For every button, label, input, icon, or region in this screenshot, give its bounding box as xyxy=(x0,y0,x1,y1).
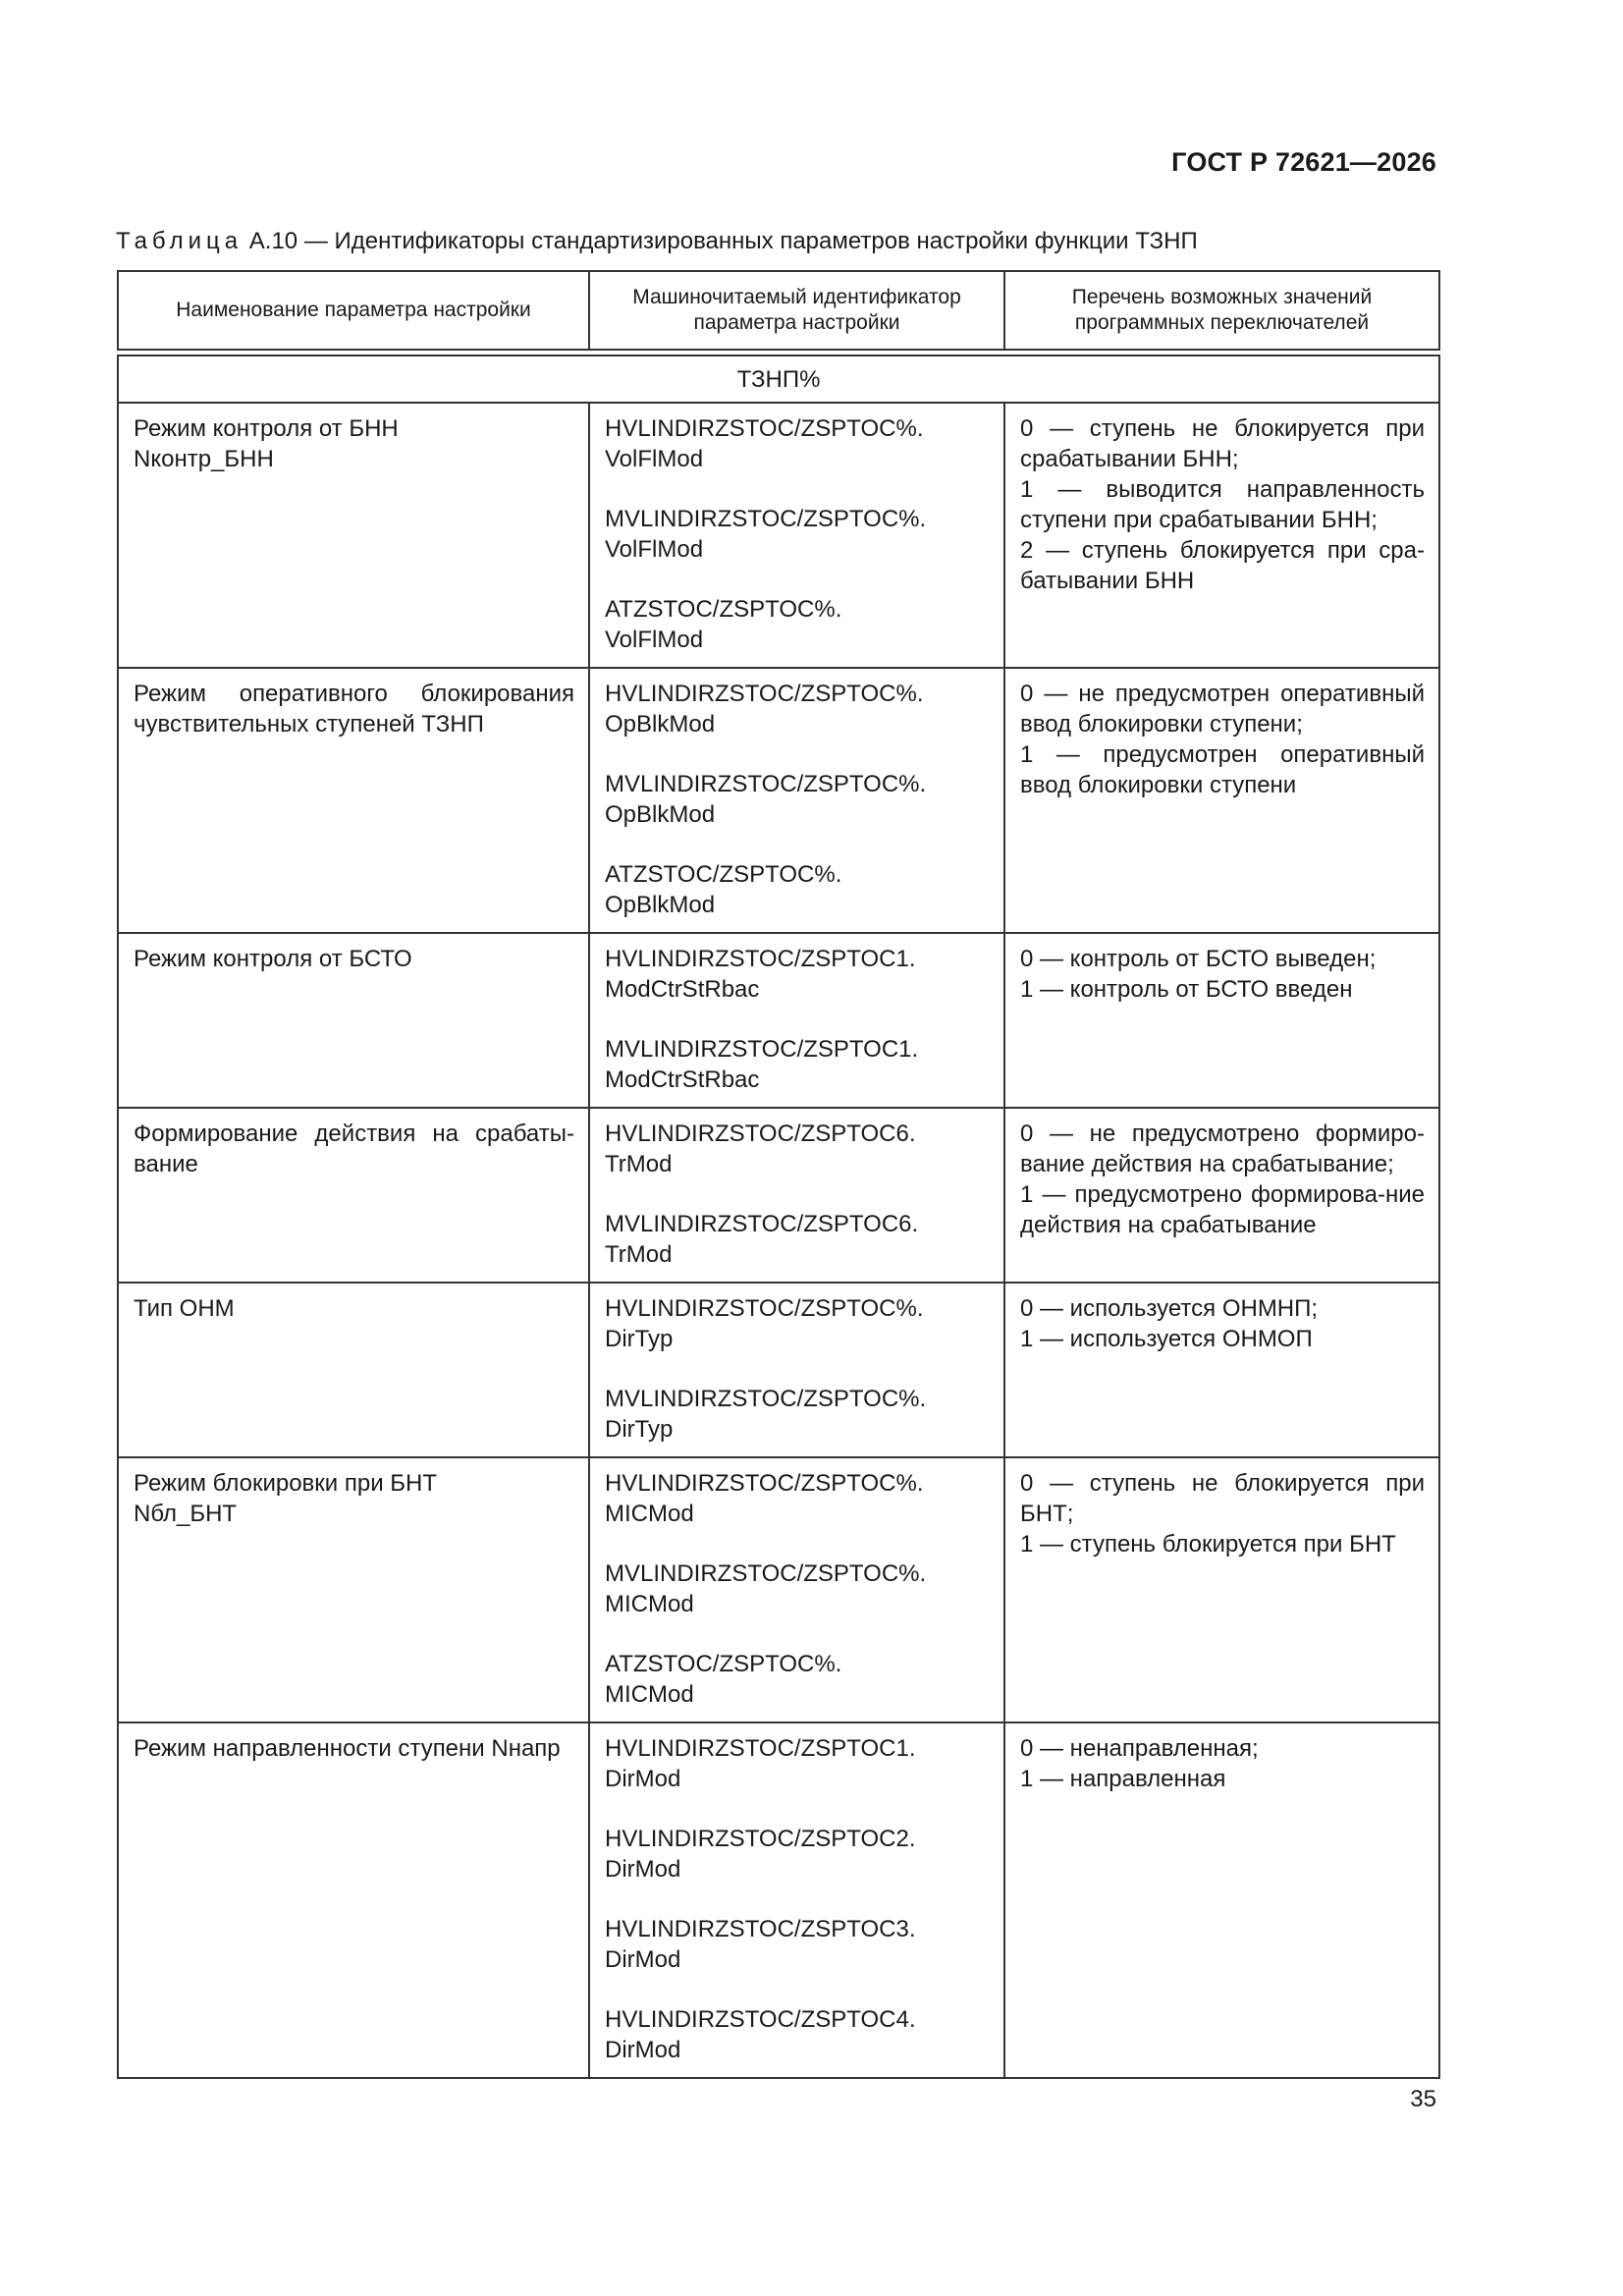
identifier-attribute: DirMod xyxy=(605,1946,681,1973)
identifier-block xyxy=(605,1119,990,1179)
table-row xyxy=(118,1283,1439,1457)
table-row xyxy=(118,1457,1439,1722)
identifier-block xyxy=(605,594,990,655)
identifier-attribute: MICMod xyxy=(605,1591,694,1617)
table-row xyxy=(118,668,1439,933)
identifier-attribute: DirMod xyxy=(605,2037,681,2063)
identifier-attribute: DirMod xyxy=(605,1856,681,1883)
parameter-name-cell xyxy=(118,933,589,1108)
section-row xyxy=(118,355,1439,403)
parameter-name: Режим блокировки при БНТ xyxy=(134,1470,438,1497)
table-row xyxy=(118,1108,1439,1283)
identifier-path: HVLINDIRZSTOC/ZSPTOC6. xyxy=(605,1121,916,1147)
values-cell xyxy=(1004,668,1439,933)
table-caption-text: А.10 — Идентификаторы стандартизированных параметров настройки функции ТЗНП xyxy=(243,228,1198,254)
identifier-block xyxy=(605,1558,990,1619)
identifier-attribute: MICMod xyxy=(605,1501,694,1527)
identifier-cell xyxy=(589,403,1004,668)
identifier-block xyxy=(605,413,990,474)
identifier-path: HVLINDIRZSTOC/ZSPTOC%. xyxy=(605,681,924,707)
column-header-identifier: Машиночитаемый идентификатор параметра настройки xyxy=(589,271,1004,350)
column-header-name: Наименование параметра настройки xyxy=(118,271,589,350)
column-header-values: Перечень возможных значений программных переключателей xyxy=(1004,271,1439,350)
switch-value: 1 — предусмотрено формирова-ние действия на срабатывание xyxy=(1020,1181,1425,1238)
parameter-name: Nконтр_БНН xyxy=(134,446,274,472)
table-caption-label: Таблица xyxy=(116,228,243,254)
identifier-block xyxy=(605,679,990,739)
identifier-path: HVLINDIRZSTOC/ZSPTOC1. xyxy=(605,946,916,972)
parameter-name-cell xyxy=(118,1722,589,2078)
identifier-path: HVLINDIRZSTOC/ZSPTOC2. xyxy=(605,1826,916,1852)
identifier-attribute: DirTyp xyxy=(605,1416,674,1443)
identifier-path: HVLINDIRZSTOC/ZSPTOC4. xyxy=(605,2006,916,2033)
identifier-block xyxy=(605,2004,990,2065)
identifier-path: MVLINDIRZSTOC/ZSPTOC6. xyxy=(605,1211,919,1237)
parameter-name-cell xyxy=(118,668,589,933)
switch-value: 1 — используется ОНМОП xyxy=(1020,1326,1313,1352)
table-row xyxy=(118,403,1439,668)
identifier-path: ATZSTOC/ZSPTOC%. xyxy=(605,596,842,623)
switch-value: 1 — выводится направленность ступени при срабатывании БНН; xyxy=(1020,476,1425,533)
parameter-name: Режим контроля от БНН xyxy=(134,415,399,442)
switch-value: 0 — контроль от БСТО выведен; xyxy=(1020,946,1377,972)
identifier-attribute: OpBlkMod xyxy=(605,711,716,738)
table-header-row xyxy=(118,271,1439,350)
document-code: ГОСТ Р 72621—2026 xyxy=(1171,147,1436,177)
identifier-block xyxy=(605,1384,990,1445)
parameter-name: Формирование действия на срабаты-вание xyxy=(134,1121,574,1177)
identifier-block xyxy=(605,769,990,830)
parameter-name: Режим контроля от БСТО xyxy=(134,946,412,972)
identifier-attribute: OpBlkMod xyxy=(605,801,716,828)
identifier-attribute: DirTyp xyxy=(605,1326,674,1352)
identifier-cell xyxy=(589,933,1004,1108)
parameter-name-cell xyxy=(118,1108,589,1283)
values-cell xyxy=(1004,1283,1439,1457)
values-cell xyxy=(1004,1108,1439,1283)
identifier-attribute: VolFlMod xyxy=(605,627,704,653)
identifier-attribute: TrMod xyxy=(605,1151,673,1177)
identifier-cell xyxy=(589,1457,1004,1722)
identifier-path: MVLINDIRZSTOC/ZSPTOC1. xyxy=(605,1036,919,1063)
switch-value: 1 — предусмотрен оперативный ввод блокировки ступени xyxy=(1020,741,1425,798)
switch-value: 0 — не предусмотрено формиро-вание действия на срабатывание; xyxy=(1020,1121,1425,1177)
values-cell xyxy=(1004,1457,1439,1722)
switch-value: 1 — направленная xyxy=(1020,1766,1226,1792)
switch-value: 0 — ступень не блокируется при срабатывании БНН; xyxy=(1020,415,1425,472)
identifier-block xyxy=(605,1824,990,1885)
parameter-name-cell xyxy=(118,403,589,668)
identifier-block xyxy=(605,1914,990,1975)
identifier-attribute: ModCtrStRbac xyxy=(605,1066,760,1093)
identifier-block xyxy=(605,1209,990,1270)
table-row xyxy=(118,1722,1439,2078)
switch-value: 0 — используется ОНМНП; xyxy=(1020,1295,1319,1322)
identifier-cell xyxy=(589,1283,1004,1457)
identifier-path: HVLINDIRZSTOC/ZSPTOC3. xyxy=(605,1916,916,1942)
identifier-cell xyxy=(589,668,1004,933)
identifier-block xyxy=(605,859,990,920)
parameter-name: Режим оперативного блокирования чувствительных ступеней ТЗНП xyxy=(134,681,574,738)
switch-value: 0 — ступень не блокируется при БНТ; xyxy=(1020,1470,1425,1527)
switch-value: 0 — не предусмотрен оперативный ввод блокировки ступени; xyxy=(1020,681,1425,738)
identifier-block xyxy=(605,1034,990,1095)
identifier-block xyxy=(605,1468,990,1529)
parameter-name: Режим направленности ступени Nнапр xyxy=(134,1735,561,1762)
parameter-name: Тип ОНМ xyxy=(134,1295,235,1322)
page-number: 35 xyxy=(1410,2086,1436,2112)
identifier-attribute: DirMod xyxy=(605,1766,681,1792)
parameter-name-cell xyxy=(118,1457,589,1722)
switch-value: 1 — контроль от БСТО введен xyxy=(1020,976,1353,1003)
values-cell xyxy=(1004,933,1439,1108)
identifier-path: MVLINDIRZSTOC/ZSPTOC%. xyxy=(605,506,927,532)
section-label: ТЗНП% xyxy=(118,355,1439,403)
identifier-attribute: VolFlMod xyxy=(605,536,704,563)
identifier-path: MVLINDIRZSTOC/ZSPTOC%. xyxy=(605,1386,927,1412)
identifier-path: ATZSTOC/ZSPTOC%. xyxy=(605,1651,842,1677)
identifier-block xyxy=(605,1649,990,1710)
switch-value: 0 — ненаправленная; xyxy=(1020,1735,1259,1762)
identifier-path: HVLINDIRZSTOC/ZSPTOC%. xyxy=(605,415,924,442)
identifier-cell xyxy=(589,1722,1004,2078)
identifier-path: ATZSTOC/ZSPTOC%. xyxy=(605,861,842,888)
identifier-block xyxy=(605,1733,990,1794)
identifier-attribute: MICMod xyxy=(605,1681,694,1708)
switch-value: 2 — ступень блокируется при сра-батывании БНН xyxy=(1020,537,1425,594)
identifier-path: HVLINDIRZSTOC/ZSPTOC%. xyxy=(605,1470,924,1497)
identifier-attribute: OpBlkMod xyxy=(605,892,716,918)
table-row xyxy=(118,933,1439,1108)
identifier-block xyxy=(605,504,990,565)
identifier-block xyxy=(605,944,990,1005)
parameter-name: Nбл_БНТ xyxy=(134,1501,238,1527)
switch-value: 1 — ступень блокируется при БНТ xyxy=(1020,1531,1396,1558)
values-cell xyxy=(1004,1722,1439,2078)
values-cell xyxy=(1004,403,1439,668)
parameters-table xyxy=(117,270,1440,2079)
identifier-block xyxy=(605,1293,990,1354)
identifier-path: MVLINDIRZSTOC/ZSPTOC%. xyxy=(605,1560,927,1587)
parameter-name-cell xyxy=(118,1283,589,1457)
identifier-attribute: VolFlMod xyxy=(605,446,704,472)
table-caption xyxy=(116,228,1198,255)
identifier-attribute: ModCtrStRbac xyxy=(605,976,760,1003)
identifier-attribute: TrMod xyxy=(605,1241,673,1268)
identifier-path: HVLINDIRZSTOC/ZSPTOC%. xyxy=(605,1295,924,1322)
identifier-cell xyxy=(589,1108,1004,1283)
identifier-path: HVLINDIRZSTOC/ZSPTOC1. xyxy=(605,1735,916,1762)
identifier-path: MVLINDIRZSTOC/ZSPTOC%. xyxy=(605,771,927,797)
